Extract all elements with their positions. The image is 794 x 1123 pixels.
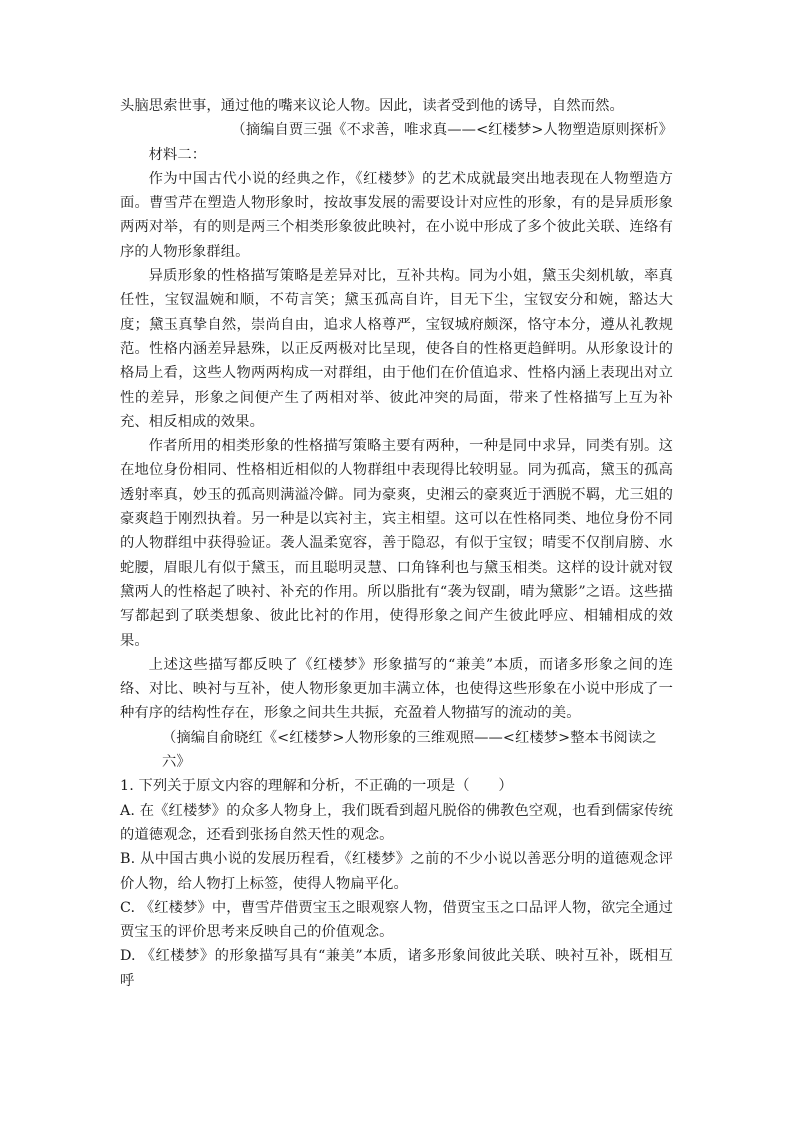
- material2-label: 材料二：: [148, 146, 207, 163]
- question-1-option-d: D. 《红楼梦》的形象描写具有“兼美”本质，诸多形象间彼此关联、映衬互补，既相互呼: [120, 948, 673, 989]
- material2-paragraph-4: 上述这些描写都反映了《红楼梦》形象描写的“兼美”本质，而诸多形象之间的连络、对比、映衬与互补，使人物形象更加丰满立体，也使得这些形象在小说中形成了一种有序的结构性存在，形象之间共生共振，充盈着人物描写的流动的美。: [120, 656, 673, 722]
- material2-paragraph-2: 异质形象的性格描写策略是差异对比，互补共构。同为小姐，黛玉尖刻机敏，率真任性，宝钗温婉和顺，不苟言笑；黛玉孤高自许，目无下尘，宝钗安分和婉，豁达大度；黛玉真挚自然，崇尚自由，追求人格尊严，宝钗城府颇深，恪守本分，遵从礼教规范。性格内涵差异悬殊，以正反两极对比呈现，使各自的性格更趋鲜明。从形象设计的格局上看，这些人物两两构成一对群组，由于他们在价值追求、性格内涵上表现出对立性的差异，形象之间便产生了两相对举、彼此冲突的局面，带来了性格描写上互为补充、相反相成的效果。: [120, 268, 673, 430]
- material2-paragraph-1: 作为中国古代小说的经典之作，《红楼梦》的艺术成就最突出地表现在人物塑造方面。曹雪芹在塑造人物形象时，按故事发展的需要设计对应性的形象，有的是异质形象两两对举，有的则是两三个相类形象彼此映衬，在小说中形成了多个彼此关联、连络有序的人物形象群组。: [120, 170, 673, 260]
- material1-tail-paragraph: 头脑思索世事，通过他的嘴来议论人物。因此，读者受到他的诱导，自然而然。: [120, 98, 624, 114]
- document-body: [120, 94, 673, 993]
- material2-paragraph-3: 作者所用的相类形象的性格描写策略主要有两种，一种是同中求异，同类有别。这在地位身份相同、性格相近相似的人物群组中表现得比较明显。同为孤高，黛玉的孤高透射率真，妙玉的孤高则满溢冷僻。同为豪爽，史湘云的豪爽近于洒脱不羁，尤三姐的豪爽趋于刚烈执着。另一种是以宾衬主，宾主相望。这可以在性格同类、地位身份不同的人物群组中获得验证。袭人温柔宽容，善于隐忍，有似于宝钗；晴雯不仅削肩膀、水蛇腰，眉眼儿有似于黛玉，而且聪明灵慧、口角锋利也与黛玉相类。这样的设计就对钗黛两人的性格起了映衬、补充的作用。所以脂批有“袭为钗副，晴为黛影”之语。这些描写都起到了联类想象、彼此比衬的作用，使得形象之间产生彼此呼应、相辅相成的效果。: [120, 438, 673, 649]
- source-citation-2: （摘编自俞晓红《<红楼梦>人物形象的三维观照——<红楼梦>整本书阅读之六》: [162, 729, 657, 771]
- question-1-option-a: A. 在《红楼梦》的众多人物身上，我们既看到超凡脱俗的佛教色空观，也看到儒家传统的道德观念，还看到张扬自然天性的观念。: [120, 802, 673, 843]
- source-citation-1: （摘编自贾三强《不求善，唯求真——<红楼梦>人物塑造原则探析》: [231, 122, 673, 139]
- question-1-stem: 1. 下列关于原文内容的理解和分析，不正确的一项是（ ）: [120, 778, 513, 795]
- question-1-option-b: B. 从中国古典小说的发展历程看，《红楼梦》之前的不少小说以善恶分明的道德观念评价人物，给人物打上标签，使得人物扁平化。: [120, 851, 673, 892]
- question-1-option-c: C. 《红楼梦》中，曹雪芹借贾宝玉之眼观察人物，借贾宝玉之口品评人物，欲完全通过贾宝玉的评价思考来反映自己的价值观念。: [120, 899, 673, 941]
